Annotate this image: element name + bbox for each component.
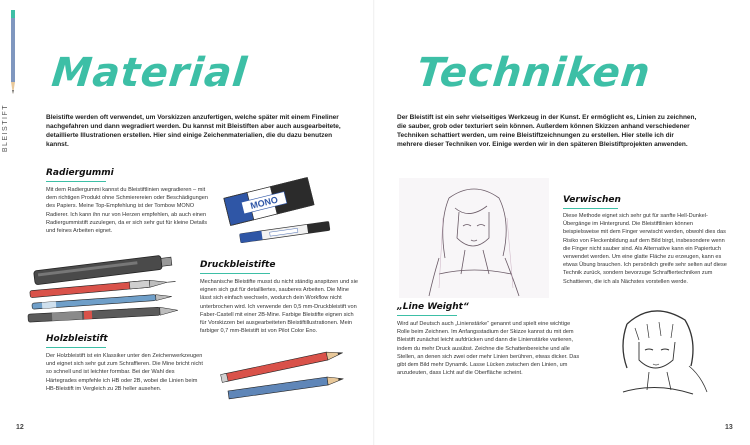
wooden-pencils-illustration <box>210 345 360 410</box>
heading-underline <box>46 347 106 348</box>
section-heading-holzbleistift: Holzbleistift <box>46 334 108 344</box>
section-heading-druckbleistifte: Druckbleistifte <box>200 260 276 270</box>
section-heading-radiergummi: Radiergummi <box>46 168 114 178</box>
pencil-strip-icon <box>6 10 20 100</box>
heading-underline <box>200 273 270 274</box>
heading-underline <box>397 315 457 316</box>
page-title: Techniken <box>414 50 653 96</box>
section-text-line-weight: Wird auf Deutsch auch „Linienstärke“ genannt und spielt eine wichtige Rolle beim Zeichnen. Im Anfangsstadium der Skizze kannst du mit dem Bleistift zunächst leicht aufdrücken und dann die Linienstärke variieren, indem du mehr Druck ausübst. Zeichne die Schattenbereiche und alle Stellen, an denen sich zwei oder mehr Linien berühren, etwas dicker. Das gibt dem Bild mehr Dynamik. Lasse Lücken zwischen den Linien, um anzudeuten, dass Licht auf die Oberfläche scheint. <box>397 321 580 377</box>
heading-underline <box>46 181 106 182</box>
right-page <box>375 0 750 445</box>
eraser-brand-label: MONO <box>249 194 279 211</box>
intro-text: Bleistifte werden oft verwendet, um Vorskizzen anzufertigen, welche später mit einem Fineliner nachgefahren und dann wegradiert werden. Du kannst mit Bleistiften aber auch ausgearbeitete, detaillierte Illustrationen erstellen. Hier sind einige Zeichenmaterialien, die du dazu benutzen kannst. <box>46 114 341 148</box>
intro-text: Der Bleistift ist ein sehr vielseitiges Werkzeug in der Kunst. Er ermöglicht es, Linien zu zeichnen, die sauber, grob oder texturiert sein können. Außerdem können Skizzen anhand verschiedener Techniken schattiert werden, um reine Bleistiftzeichnungen zu erstellen. Hier stelle ich dir mehrere dieser Techniken vor. Einige werden wir in den späteren Bleistiftprojekten anwenden. <box>397 114 697 148</box>
page-number: 12 <box>16 424 24 431</box>
section-text-verwischen: Diese Methode eignet sich sehr gut für sanfte Hell-Dunkel-Übergänge im Hintergrund. Die Bleistiftlinien können beispielsweise mit dem Finger verwischt werden, obwohl dies das Risiko von Fleckenbildung auf dem Bild birgt, insbesondere wenn die Finger nicht sauber sind. Als Alternative kann ein Papiertuch verwendet werden. Um eine glatte Fläche zu erzeugen, kann es etwas Übung brauchen. Ich persönlich greife sehr selten auf diese Technik zurück, sondern bevorzuge Schraffiertechniken zum Schattieren, die ich als Nächstes vorstellen werde. <box>563 213 727 285</box>
side-label: BLEISTIFT <box>2 104 9 153</box>
eraser-illustration <box>212 172 352 247</box>
section-heading-line-weight: „Line Weight“ <box>397 302 469 312</box>
section-text-radiergummi: Mit dem Radiergummi kannst du Bleistiftlinien wegradieren – mit dem richtigen Produkt ohne Schmierereien oder Beschädigungen des Papiers. Meine Top-Empfehlung ist der Tombow MONO Radierer. Ich kann ihn nur von Herzen empfehlen, ab auch einen Radiergummistift zuzulegen, da er sich sehr gut für kleine Details und feines Arbeiten eignet. <box>46 187 209 235</box>
page-title: Material <box>49 50 250 96</box>
mechanical-pencils-illustration <box>22 250 192 330</box>
girl-sketch-line-weight-illustration <box>593 296 723 411</box>
section-heading-verwischen: Verwischen <box>563 195 621 205</box>
page-number: 13 <box>725 424 733 431</box>
section-text-holzbleistift: Der Holzbleistift ist ein Klassiker unter den Zeichenwerkzeugen und eignet sich sehr gut zum Schraffieren. Die Mine bricht nicht so schnell und ist leichter formbar. Bei der Wahl des Härtegrades empfehle ich HB oder 2B, wobei die Linien beim HB-Bleistift im Vergleich zu 2B heller ausehen. <box>46 353 203 392</box>
heading-underline <box>563 208 618 209</box>
section-text-druckbleistifte: Mechanische Bleistifte musst du nicht ständig anspitzen und sie eignen sich gut für detailliertes, sauberes Arbeiten. Die Mine lässt sich einfach wechseln, wodurch dein Workflow nicht unterbrochen wird. Ich verwende den 0,5 mm-Druckbleistift von Faber-Castell mit einer 2B-Mine. Farbige Bleistifte eignen sich für Vorskizzen bei ausgearbeiteten Bleistiftillustrationen. Mein farbiger 0,7 mm-Bleistift ist von Pilot Color Eno. <box>200 279 358 335</box>
girl-sketch-smudging-illustration <box>399 178 549 298</box>
